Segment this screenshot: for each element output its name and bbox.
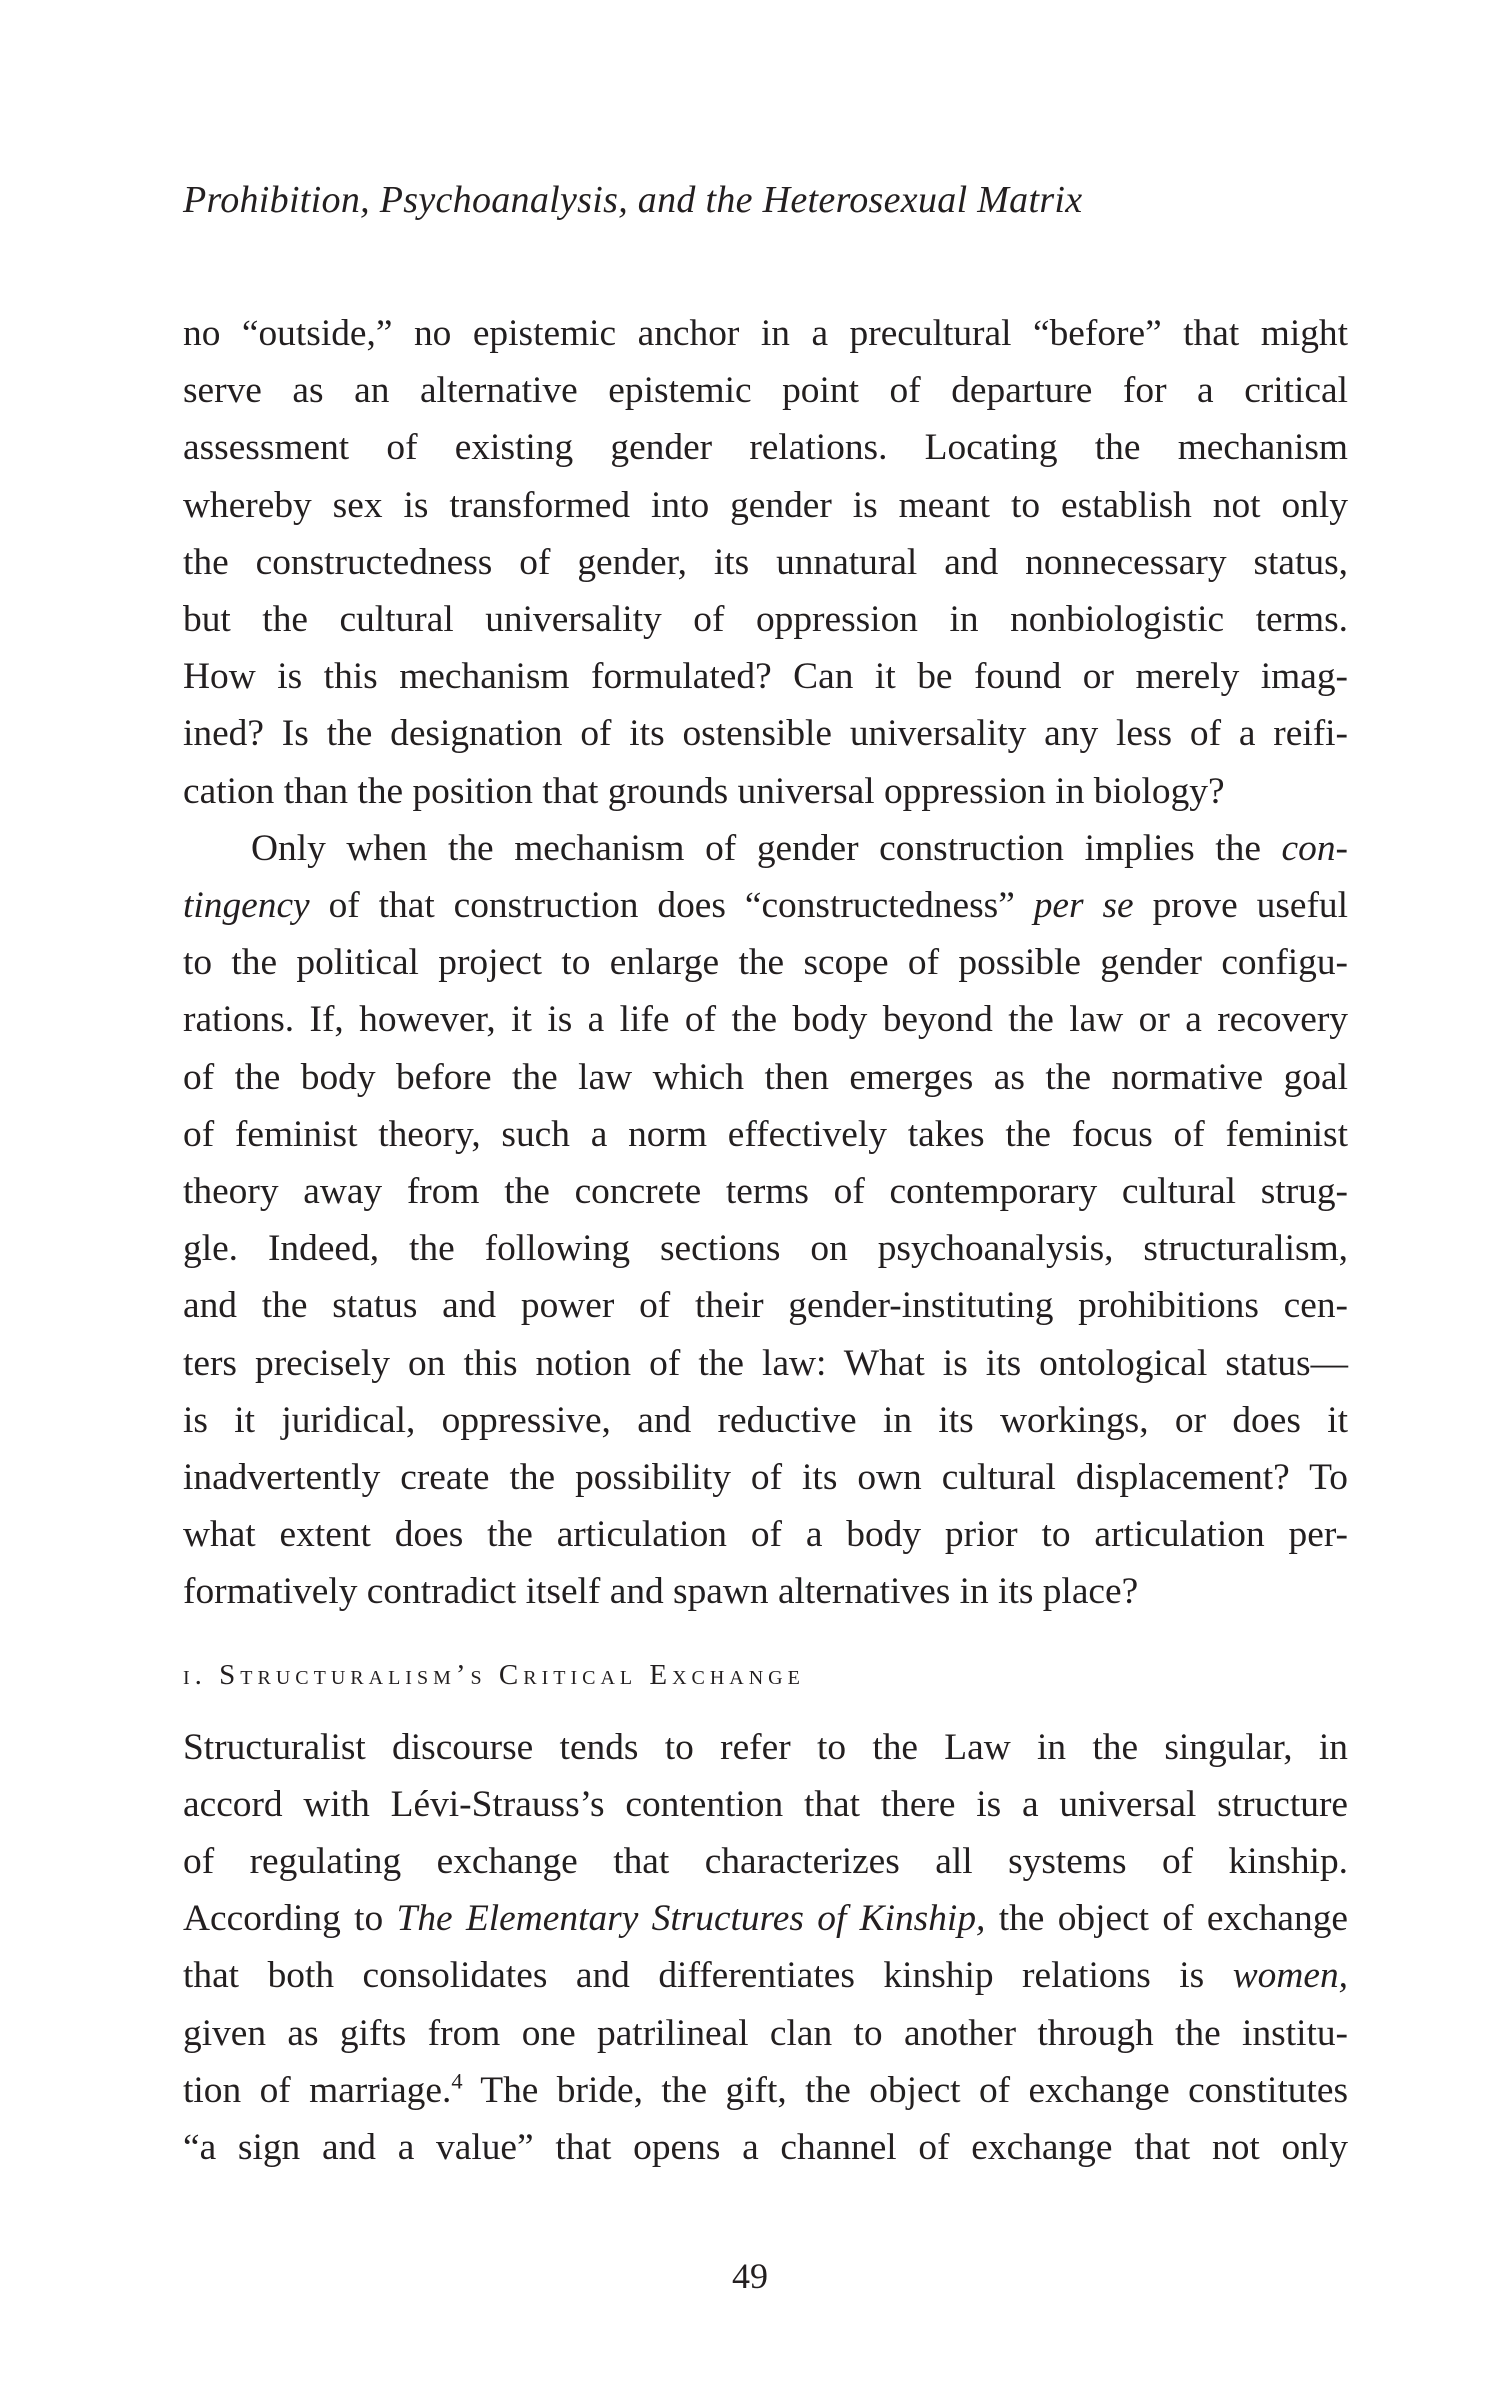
- text-line: [183, 1890, 1348, 1947]
- body-text: [183, 305, 1348, 2176]
- text-line: [183, 2062, 1348, 2119]
- section-heading: i. Structuralism’s Critical Exchange: [183, 1658, 805, 1691]
- italic-run: women,: [1232, 1955, 1348, 1997]
- text-line: accord with Lévi-Strauss’s contention that there is a universal structure: [183, 1783, 1348, 1825]
- book-title: The Elementary Structures of Kinship,: [396, 1898, 986, 1940]
- text-run: Only when the mechanism of gender construction implies the: [251, 827, 1282, 869]
- text-line: inadvertently create the possibility of its own cultural displacement? To: [183, 1457, 1348, 1499]
- text-line: “a sign and a value” that opens a channel of exchange that not only: [183, 2127, 1348, 2169]
- text-line: of the body before the law which then emerges as the normative goal: [183, 1056, 1348, 1098]
- text-line: rations. If, however, it is a life of the body beyond the law or a recovery: [183, 999, 1348, 1041]
- page-number: 49: [732, 2256, 768, 2296]
- footnote-ref[interactable]: 4: [451, 2068, 463, 2094]
- text-run: that both consolidates and differentiates kinship relations is: [183, 1955, 1233, 1997]
- text-line: what extent does the articulation of a body prior to articulation per-: [183, 1514, 1348, 1556]
- text-line: Structuralist discourse tends to refer to the Law in the singular, in: [183, 1726, 1348, 1768]
- text-line: whereby sex is transformed into gender is meant to establish not only: [183, 484, 1348, 526]
- text-line: theory away from the concrete terms of contemporary cultural strug-: [183, 1171, 1348, 1213]
- text-line: is it juridical, oppressive, and reductive in its workings, or does it: [183, 1399, 1348, 1441]
- italic-run: con-: [1281, 827, 1348, 869]
- text-line: formatively contradict itself and spawn alternatives in its place?: [183, 1571, 1139, 1613]
- text-run: The bride, the gift, the object of exchange constitutes: [462, 2069, 1348, 2111]
- running-head: Prohibition, Psychoanalysis, and the Heterosexual Matrix: [183, 179, 1083, 221]
- text-line: assessment of existing gender relations. Locating the mechanism: [183, 427, 1348, 469]
- italic-run: tingency: [183, 885, 310, 927]
- text-run: the object of exchange: [985, 1898, 1349, 1940]
- text-line: given as gifts from one patrilineal clan to another through the institu-: [183, 2012, 1348, 2054]
- text-line: [183, 820, 1348, 877]
- text-run: According to: [183, 1898, 397, 1940]
- italic-run: per se: [1033, 885, 1134, 927]
- text-line: gle. Indeed, the following sections on psychoanalysis, structuralism,: [183, 1228, 1348, 1270]
- text-line: ined? Is the designation of its ostensible universality any less of a reifi-: [183, 713, 1348, 755]
- text-run: tion of marriage.: [183, 2069, 452, 2111]
- text-line: ters precisely on this notion of the law: What is its ontological status—: [183, 1342, 1348, 1384]
- text-run: of that construction does “constructedness”: [309, 885, 1034, 927]
- text-line: How is this mechanism formulated? Can it be found or merely imag-: [183, 656, 1348, 698]
- paragraph-1: [183, 305, 1348, 820]
- text-line: to the political project to enlarge the scope of possible gender configu-: [183, 942, 1348, 984]
- text-line: no “outside,” no epistemic anchor in a precultural “before” that might: [183, 313, 1348, 354]
- paragraph-2: [183, 820, 1348, 1621]
- paragraph-3: [183, 1719, 1348, 2177]
- text-line: [183, 877, 1348, 934]
- text-line: and the status and power of their gender-instituting prohibitions cen-: [183, 1285, 1348, 1327]
- text-line: of feminist theory, such a norm effectively takes the focus of feminist: [183, 1113, 1348, 1155]
- text-line: of regulating exchange that characterizes all systems of kinship.: [183, 1841, 1348, 1883]
- text-line: but the cultural universality of oppression in nonbiologistic terms.: [183, 599, 1348, 641]
- text-run: prove useful: [1133, 885, 1348, 927]
- text-line: [183, 1947, 1348, 2004]
- text-line: cation than the position that grounds universal oppression in biology?: [183, 770, 1225, 812]
- text-line: the constructedness of gender, its unnatural and nonnecessary status,: [183, 541, 1348, 583]
- text-line: serve as an alternative epistemic point of departure for a critical: [183, 370, 1348, 412]
